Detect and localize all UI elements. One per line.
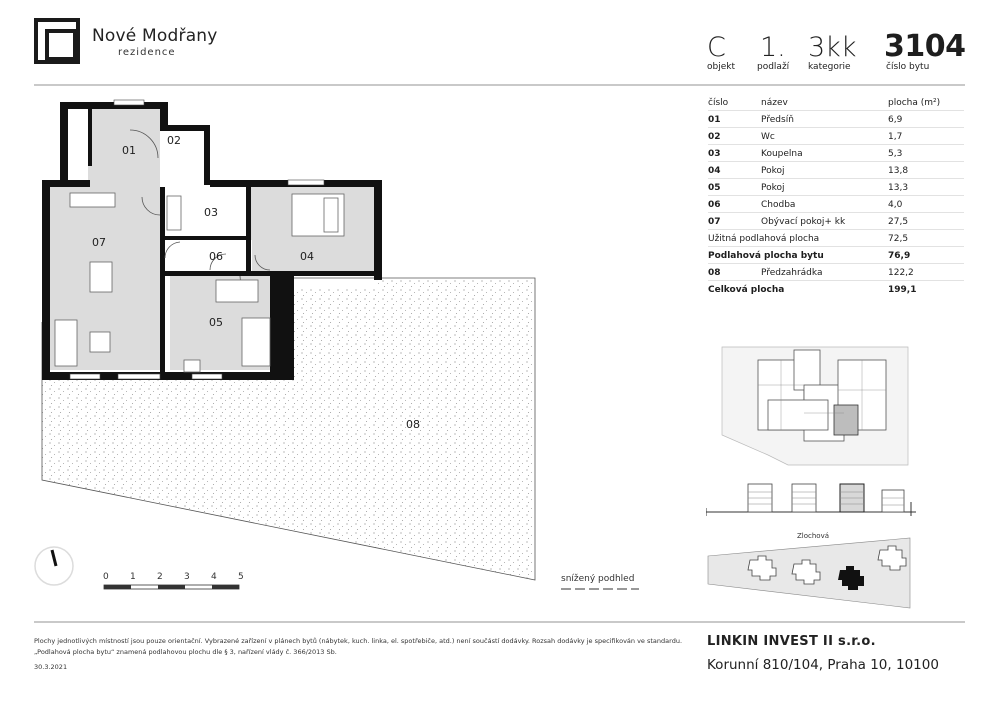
room-num: 02 <box>708 132 721 142</box>
table-row <box>708 179 964 196</box>
scale-tick: 5 <box>238 572 244 582</box>
lowered-ceiling-label: snížený podhled <box>561 574 635 584</box>
building-elevation <box>706 478 916 520</box>
disclaimer-line1: Plochy jednotlivých místností jsou pouze orientační. Vybrazené zařízení v plánech bytů (nábytek, kuch. linka, el. spotřebiče, atd.) není součástí dodávky. Rozsah dodávky je specifikován ve standardu. <box>34 637 683 645</box>
room-num: 01 <box>708 115 721 125</box>
room-label-03: 03 <box>204 206 218 219</box>
total-row <box>708 281 964 298</box>
floor-area-row <box>708 247 964 264</box>
scale-tick: 4 <box>211 572 217 582</box>
brand-name: Nové Modřany <box>92 26 218 46</box>
street-label: Zlochová <box>797 532 830 540</box>
room-num: 03 <box>708 149 721 159</box>
lowered-ceiling-line <box>561 586 639 592</box>
room-name: Chodba <box>761 200 796 210</box>
brand-subtitle: rezidence <box>118 47 176 58</box>
room-name: Koupelna <box>761 149 803 159</box>
garden-area: 122,2 <box>888 268 914 278</box>
scale-tick: 0 <box>103 572 109 582</box>
highlighted-unit <box>834 405 858 435</box>
room-area: 13,8 <box>888 166 909 176</box>
header-area: plocha (m²) <box>888 98 941 108</box>
total-area: 199,1 <box>888 285 917 295</box>
key-plan <box>708 345 916 475</box>
room-label-01: 01 <box>122 144 136 157</box>
table-row <box>708 162 964 179</box>
table-header <box>708 94 964 111</box>
room-area: 4,0 <box>888 200 903 210</box>
room-num: 07 <box>708 217 721 227</box>
scale-tick: 2 <box>157 572 163 582</box>
scale-bar <box>102 584 247 592</box>
room-name: Pokoj <box>761 166 785 176</box>
room-label-07: 07 <box>92 236 106 249</box>
table-row <box>708 111 964 128</box>
usable-label: Užitná podlahová plocha <box>708 234 820 244</box>
room-num: 06 <box>708 200 721 210</box>
table-row <box>708 213 964 230</box>
total-label: Celková plocha <box>708 285 785 295</box>
logo-icon <box>34 18 80 64</box>
garden-name: Předzahrádka <box>761 268 823 278</box>
unit-label: číslo bytu <box>886 62 930 72</box>
room-num: 04 <box>708 166 721 176</box>
usable-area-row <box>708 230 964 247</box>
disclaimer-line2: „Podlahová plocha bytu“ znamená podlahovou plochu dle § 3, nařízení vlády č. 366/2013 Sb. <box>34 648 337 656</box>
floor-area-label: Podlahová plocha bytu <box>708 251 824 261</box>
room-label-04: 04 <box>300 250 314 263</box>
room-label-02: 02 <box>167 134 181 147</box>
room-label-05: 05 <box>209 316 223 329</box>
usable-area: 72,5 <box>888 234 909 244</box>
category-value: 3kk <box>808 32 857 63</box>
company-name: LINKIN INVEST II s.r.o. <box>707 634 876 649</box>
floor-area-value: 76,9 <box>888 251 911 261</box>
garden-row <box>708 264 964 281</box>
garden-edge <box>293 280 378 288</box>
object-label: objekt <box>707 62 735 72</box>
table-row <box>708 128 964 145</box>
room-name: Wc <box>761 132 775 142</box>
room-name: Pokoj <box>761 183 785 193</box>
room-name: Předsíň <box>761 115 794 125</box>
room-area: 6,9 <box>888 115 903 125</box>
category-label: kategorie <box>808 62 851 72</box>
room-table <box>708 94 964 298</box>
document-date: 30.3.2021 <box>34 663 68 671</box>
floor-value: 1. <box>760 32 786 63</box>
room-name: Obývací pokoj+ kk <box>761 217 846 227</box>
scale-tick: 1 <box>130 572 136 582</box>
room-label-06: 06 <box>209 250 223 263</box>
garden-num: 08 <box>708 268 721 278</box>
top-divider <box>34 84 965 86</box>
north-arrow-icon <box>33 545 75 587</box>
room-area: 27,5 <box>888 217 909 227</box>
site-plan <box>706 536 914 610</box>
room-label-08: 08 <box>406 418 420 431</box>
unit-number: 3104 <box>884 29 966 64</box>
room-06-floor <box>162 240 252 272</box>
bottom-divider <box>34 621 965 623</box>
header-num: číslo <box>708 98 729 108</box>
room-num: 05 <box>708 183 721 193</box>
company-address: Korunní 810/104, Praha 10, 10100 <box>707 657 939 673</box>
object-value: C <box>707 32 726 63</box>
table-row <box>708 145 964 162</box>
room-area: 13,3 <box>888 183 909 193</box>
room-area: 5,3 <box>888 149 903 159</box>
room-area: 1,7 <box>888 132 903 142</box>
floor-plan <box>30 90 650 620</box>
scale-tick: 3 <box>184 572 190 582</box>
floor-label: podlaží <box>757 62 790 72</box>
table-row <box>708 196 964 213</box>
header-name: název <box>761 98 788 108</box>
